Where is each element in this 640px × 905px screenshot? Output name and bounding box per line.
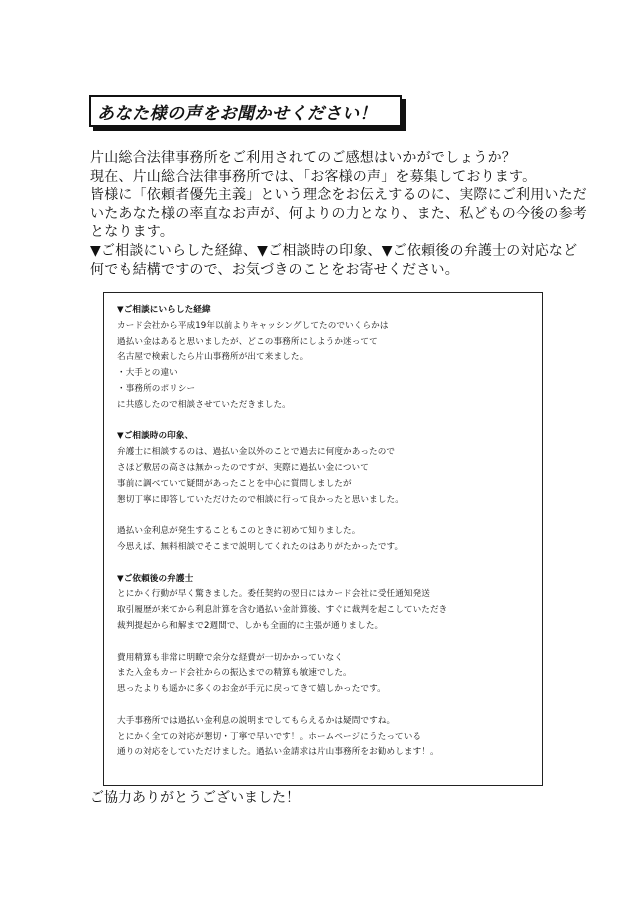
response-line — [117, 635, 537, 651]
response-line: 事前に調べていて疑問があったことを中心に質問しましたが — [117, 478, 352, 489]
section-heading-consultation-reason: ▼ご相談にいらした経緯 — [117, 305, 211, 315]
response-line: 裁判提起から和解まで2週間で、しかも全面的に主張が通りました。 — [117, 620, 384, 631]
response-line: とにかく行動が早く驚きました。委任契約の翌日にはカード会社に受任通知発送 — [117, 589, 430, 600]
response-line — [117, 508, 537, 524]
intro-line: 片山総合法律事務所をご利用されてのご感想はいかがでしょうか？ — [90, 150, 516, 166]
intro-line: 現在、片山総合法律事務所では、「お客様の声」を募集しております。 — [90, 168, 537, 185]
response-line: カード会社から平成19年以前よりキャッシングしてたのでいくらかは — [117, 320, 389, 331]
intro-line: いたあなた様の率直なお声が、何よりの力となり、また、私どもの今後の参考 — [90, 205, 587, 222]
response-line: 通りの対応をしていただけました。過払い金請求は片山事務所をお勧めします！。 — [117, 747, 439, 758]
response-line: に共感したので相談させていただきました。 — [117, 399, 291, 410]
intro-line: 何でも結構ですので、お気づきのことをお寄せください。 — [90, 261, 459, 278]
response-line: 費用精算も非常に明瞭で余分な経費が一切かかっていなく — [117, 652, 344, 663]
intro-line: となります。 — [90, 224, 175, 241]
response-text — [117, 303, 537, 761]
response-line: 思ったよりも遥かに多くのお金が手元に戻ってきて嬉しかったです。 — [117, 684, 386, 695]
response-line: また入金もカード会社からの振込までの精算も敏速でした。 — [117, 668, 352, 679]
blank-line — [117, 556, 537, 572]
response-line — [117, 698, 537, 714]
intro-paragraph — [90, 149, 587, 279]
page-heading-box — [89, 95, 402, 127]
section-heading-lawyer-response: ▼ご依頼後の弁護士 — [117, 573, 194, 584]
response-line: 今思えば、無料相談でそこまで説明してくれたのはありがたかったです。 — [117, 541, 404, 552]
section-heading-consultation-impression: ▼ご相談時の印象、 — [117, 431, 194, 442]
response-line: とにかく全ての対応が懇切・丁寧で早いです！。ホームページにうたっている — [117, 731, 422, 742]
response-line: さほど敷居の高さは無かったのですが、実際に過払い金について — [117, 462, 369, 473]
response-line: 弁護士に相談するのは、過払い金以外のことで過去に何度かあったので — [117, 447, 396, 458]
blank-line — [117, 414, 537, 430]
closing-text: ご協力ありがとうございました！ — [90, 790, 300, 806]
response-line: ・大手との違い — [117, 368, 178, 379]
response-line: 取引履歴が来てから利息計算を含む過払い金計算後、すぐに裁判を起こしていただき — [117, 605, 448, 616]
intro-line: 皆様に「依頼者優先主義」という理念をお伝えするのに、実際にご利用いただ — [90, 187, 587, 204]
response-line: 過払い金利息が発生することもこのときに初めて知りました。 — [117, 526, 361, 537]
response-line: 懇切丁寧に即答していただけたので相談に行って良かったと思いました。 — [117, 494, 404, 505]
intro-line: ▼ご相談にいらした経緯、▼ご相談時の印象、▼ご依頼後の弁護士の対応など — [90, 242, 578, 259]
page-heading: あなた様の声をお聞かせください！ — [97, 103, 377, 124]
response-line: 大手事務所では過払い金利息の説明までしてもらえるかは疑問ですね。 — [117, 715, 396, 726]
response-line: 過払い金はあると思いましたが、どこの事務所にしようか迷ってて — [117, 336, 378, 347]
response-line: ・事務所のポリシー — [117, 383, 196, 394]
response-line: 名古屋で検索したら片山事務所が出て来ました。 — [117, 352, 309, 363]
